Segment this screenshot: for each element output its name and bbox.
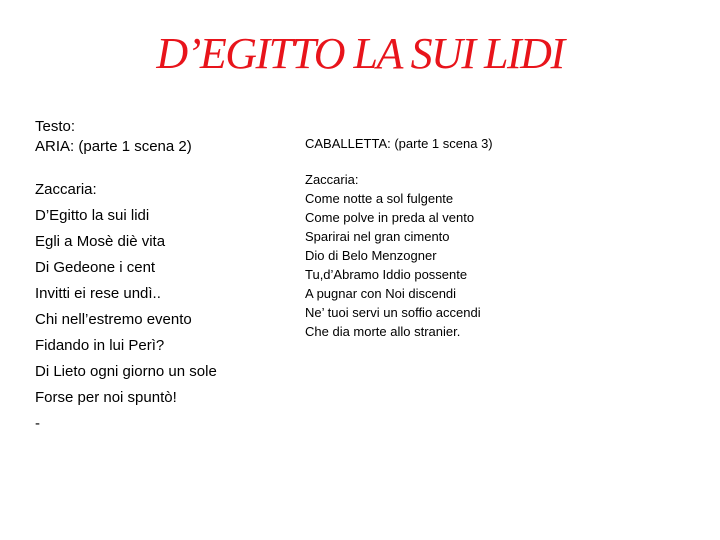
verse-line: Tu,d’Abramo Iddio possente <box>305 267 468 282</box>
verse-line: Ne’ tuoi servi un soffio accendi <box>305 305 481 320</box>
page-title: D’EGITTO LA SUI LIDI <box>156 29 564 78</box>
aria-column <box>35 117 285 437</box>
verse-line: Sparirai nel gran cimento <box>305 229 450 244</box>
testo-label: Testo: <box>35 118 76 135</box>
verse-line: D’Egitto la sui lidi <box>35 207 150 224</box>
verse-line: Di Gedeone i cent <box>35 259 156 276</box>
verse-line: A pugnar con Noi discendi <box>305 286 457 301</box>
verse-line: Invitti ei rese undì.. <box>35 285 161 302</box>
verse-line: - <box>35 415 40 432</box>
aria-heading <box>35 137 285 157</box>
verse-line: Di Lieto ogni giorno un sole <box>35 363 217 380</box>
caballetta-label: CABALLETTA <box>305 136 388 151</box>
caballetta-scene: : (parte 1 scena 3) <box>387 136 493 151</box>
verse-line: Come polve in preda al vento <box>305 210 475 225</box>
caballetta-column <box>305 134 685 341</box>
verse-line: Che dia morte allo stranier. <box>305 324 461 339</box>
aria-label: ARIA <box>35 138 71 155</box>
caballetta-heading <box>305 134 685 154</box>
verse-line: Chi nell’estremo evento <box>35 311 192 328</box>
verse-line: Zaccaria: <box>305 172 359 187</box>
verse-line: Come notte a sol fulgente <box>305 191 454 206</box>
verse-line: Fidando in lui Perì? <box>35 337 165 354</box>
aria-scene: : (parte 1 scena 2) <box>70 138 192 155</box>
verse-line: Egli a Mosè diè vita <box>35 233 166 250</box>
verse-line: Zaccaria: <box>35 181 97 198</box>
aria-verses <box>35 177 285 437</box>
verse-line: Forse per noi spuntò! <box>35 389 177 406</box>
caballetta-verses <box>305 170 685 341</box>
verse-line: Dio di Belo Menzogner <box>305 248 437 263</box>
